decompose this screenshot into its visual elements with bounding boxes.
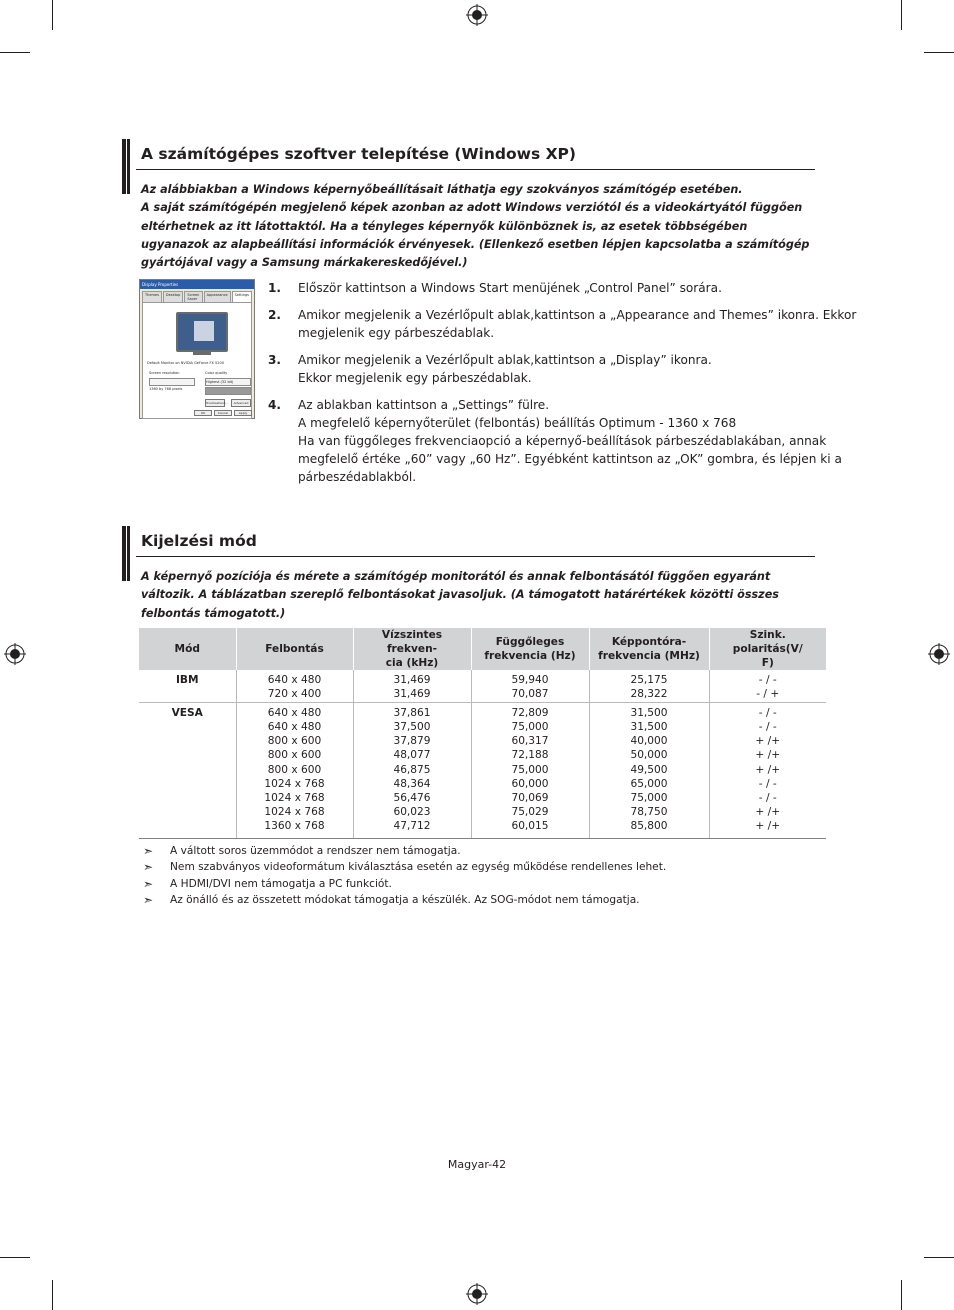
- step-line: Amikor megjelenik a Vezérlőpult ablak,kattintson a „Display” ikonra.: [298, 353, 712, 367]
- vertical-frequency-cell: 72,809 75,000 60,317 72,188 75,000 60,000 70,069 75,029 60,015: [471, 703, 589, 839]
- screenshot-tab: Themes: [142, 291, 162, 302]
- column-header-horizontal-frequency: Vízszintes frekven- cia (kHz): [353, 628, 471, 670]
- display-mode-table: [139, 628, 826, 839]
- step-line: megfelelő értéke „60” vagy „60 Hz”. Egyébként kattintson az „OK” gombra, és lépjen ki a: [298, 452, 842, 466]
- intro-text-display-mode: [141, 568, 813, 623]
- pixel-clock-cell: 31,500 31,500 40,000 50,000 49,500 65,000 75,000 78,750 85,800: [589, 703, 709, 839]
- note-text: A váltott soros üzemmódot a rendszer nem támogatja.: [170, 845, 461, 857]
- screenshot-tab-settings: Settings: [232, 291, 252, 302]
- section-rule: [136, 556, 815, 557]
- intro-line: eltérhetnek az itt látottaktól. Ha a tényleges képernyők különböznek is, az esetek többségében: [141, 219, 748, 233]
- note-text: Az önálló és az összetett módokat támogatja a készülék. Az SOG-módot nem támogatja.: [170, 893, 640, 906]
- crop-mark: [901, 0, 902, 30]
- crop-mark: [52, 0, 53, 30]
- step-text: [298, 351, 818, 387]
- screenshot-panel: [142, 302, 252, 419]
- resolution-cell: 640 x 480 720 x 400: [236, 670, 353, 703]
- step-text: [298, 279, 818, 297]
- resolution-label: Screen resolution: [149, 371, 180, 375]
- resolution-value: 1360 by 768 pixels: [149, 387, 183, 391]
- registration-mark-icon: [928, 643, 950, 665]
- step-line: A megfelelő képernyőterület (felbontás) beállítás Optimum - 1360 x 768: [298, 416, 737, 430]
- screenshot-tabs: [142, 291, 252, 302]
- column-header-resolution: Felbontás: [236, 628, 353, 670]
- intro-line: felbontás támogatott.): [141, 606, 286, 620]
- step-line: Amikor megjelenik a Vezérlőpult ablak,kattintson a „Appearance and Themes” ikonra. Ekkor: [298, 308, 857, 322]
- vertical-frequency-cell: 59,940 70,087: [471, 670, 589, 703]
- color-bar: [205, 387, 251, 395]
- step-number: 1.: [268, 281, 282, 295]
- column-header-vertical-frequency: Függőleges frekvencia (Hz): [471, 628, 589, 670]
- intro-line: A saját számítógépén megjelenő képek azonban az adott Windows verziótól és a videokártyától függően: [141, 201, 803, 215]
- step-number: 2.: [268, 308, 282, 322]
- color-quality-select: Highest (32 bit): [205, 378, 251, 386]
- step-line: Az ablakban kattintson a „Settings” fülre.: [298, 398, 550, 412]
- crop-mark: [901, 1280, 902, 1310]
- registration-mark-icon: [4, 643, 26, 665]
- troubleshoot-button: Troubleshoot...: [206, 401, 229, 405]
- section-title: A számítógépes szoftver telepítése (Windows XP): [141, 145, 576, 163]
- crop-mark: [52, 1280, 53, 1310]
- ok-button: OK: [194, 410, 212, 416]
- horizontal-frequency-cell: 31,469 31,469: [353, 670, 471, 703]
- step-line: Ha van függőleges frekvenciaopció a képernyő-beállítások párbeszédablakában, annak: [298, 434, 827, 448]
- intro-line: változik. A táblázatban szereplő felbontásokat javasoljuk. (A támogatott határértékek közötti összes: [141, 588, 779, 602]
- resolution-cell: 640 x 480 640 x 480 800 x 600 800 x 600 800 x 600 1024 x 768 1024 x 768 1024 x 768 1360 x 768: [236, 703, 353, 839]
- step-line: megjelenik egy párbeszédablak.: [298, 326, 495, 340]
- mode-cell: IBM: [139, 670, 236, 703]
- intro-line: gyártójával vagy a Samsung márkakereskedőjével.): [141, 256, 468, 270]
- resolution-slider: [149, 378, 195, 386]
- crop-mark: [924, 1257, 954, 1258]
- apply-button: Apply: [234, 410, 252, 416]
- screenshot-tab: Desktop: [163, 291, 183, 302]
- section-bar: [122, 139, 130, 194]
- step-number: 4.: [268, 398, 282, 412]
- step-text: [298, 396, 842, 486]
- polarity-cell: - / - - / - + /+ + /+ + /+ - / - - / - + /+ + /+: [709, 703, 826, 839]
- page-number: Magyar-42: [447, 1158, 507, 1171]
- horizontal-frequency-cell: 37,861 37,500 37,879 48,077 46,875 48,364 56,476 60,023 47,712: [353, 703, 471, 839]
- monitor-preview-icon: [176, 312, 228, 352]
- screenshot-tab: Appearance: [204, 291, 231, 302]
- screenshot-tab: Screen Saver: [184, 291, 202, 302]
- display-properties-screenshot: [139, 279, 255, 419]
- section-rule: [136, 169, 815, 170]
- arrow-bullet-icon: ➣: [143, 844, 154, 858]
- table-row: [139, 670, 826, 703]
- arrow-bullet-icon: ➣: [143, 892, 154, 907]
- intro-line: ugyanazok az alapbeállítási információk érvényesek. (Ellenkező esetben lépjen kapcsolatba a számítógép: [141, 237, 810, 251]
- column-header-sync-polarity: Szink. polaritás(V/ F): [709, 628, 826, 670]
- intro-line: A képernyő pozíciója és mérete a számítógép monitorától és annak felbontásától függően egyaránt: [141, 570, 771, 583]
- registration-mark-icon: [466, 1283, 488, 1305]
- note-text: Nem szabványos videoformátum kiválasztása esetén az egység működése rendellenes lehet.: [170, 861, 667, 874]
- table-row: [139, 703, 826, 839]
- intro-line: Az alábbiakban a Windows képernyőbeállításait láthatja egy szokványos számítógép esetében.: [141, 183, 743, 196]
- screenshot-dialog-buttons: [194, 410, 252, 416]
- crop-mark: [924, 52, 954, 53]
- advanced-button: Advanced: [231, 399, 251, 407]
- arrow-bullet-icon: ➣: [143, 876, 154, 891]
- display-label: Default Monitor on NVIDIA GeForce FX 5200: [147, 361, 224, 365]
- mode-cell: VESA: [139, 703, 236, 839]
- color-quality-label: Color quality: [205, 371, 228, 375]
- arrow-bullet-icon: ➣: [143, 860, 154, 875]
- polarity-cell: - / - - / +: [709, 670, 826, 703]
- crop-mark: [0, 1257, 30, 1258]
- pixel-clock-cell: 25,175 28,322: [589, 670, 709, 703]
- intro-text-software: [141, 181, 813, 272]
- table-header-row: [139, 628, 826, 670]
- step-line: párbeszédablakból.: [298, 470, 417, 484]
- crop-mark: [0, 52, 30, 53]
- column-header-mode: Mód: [139, 628, 236, 670]
- note-text: A HDMI/DVI nem támogatja a PC funkciót.: [170, 877, 392, 890]
- registration-mark-icon: [466, 4, 488, 26]
- section-bar: [122, 526, 130, 581]
- monitor-stand: [193, 351, 211, 355]
- step-line: Ekkor megjelenik egy párbeszédablak.: [298, 371, 532, 385]
- column-header-pixel-clock: Képpontóra- frekvencia (MHz): [589, 628, 709, 670]
- step-text: [298, 306, 857, 342]
- cancel-button: Cancel: [214, 410, 232, 416]
- step-line: Először kattintson a Windows Start menüjének „Control Panel” sorára.: [298, 281, 722, 295]
- step-number: 3.: [268, 353, 282, 367]
- screenshot-title: Display Properties: [140, 280, 254, 289]
- section-title: Kijelzési mód: [141, 532, 257, 550]
